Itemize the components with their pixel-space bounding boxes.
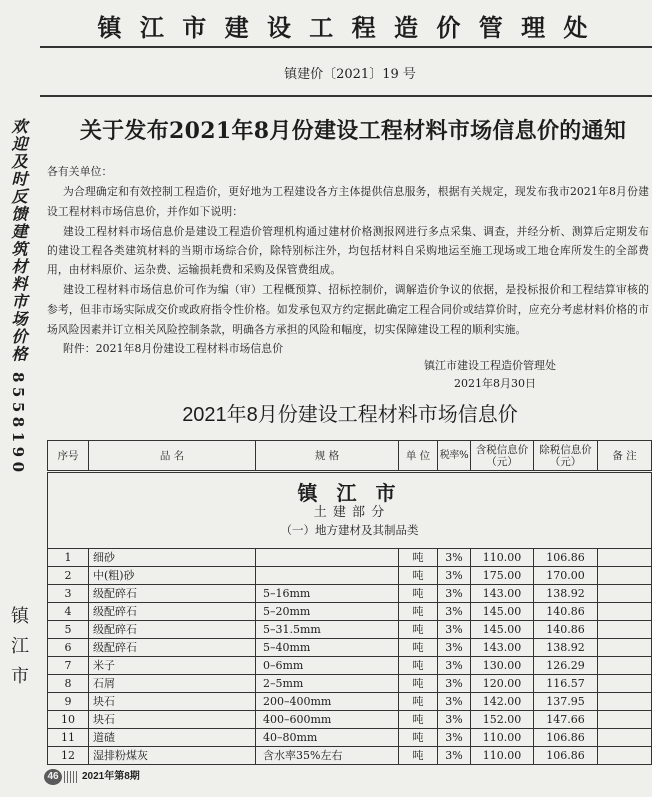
- cell-unit: 吨: [399, 711, 438, 729]
- header-tax-rate: 税率%: [438, 441, 471, 472]
- notice-attachment: 附件：2021年8月份建设工程材料市场信息价: [63, 342, 284, 355]
- header-name: 品 名: [89, 441, 256, 472]
- notice-line: 设工程材料市场信息价，并作如下说明：: [47, 205, 244, 218]
- table-row: [48, 621, 652, 639]
- notice-line: 参考，但非市场实际成交价或政府指令性价格。如发承包双方约定据此确定工程合同价或结算价时，应充分考虑材料价格的市: [47, 303, 649, 316]
- table-row: [48, 693, 652, 711]
- table-row: [48, 747, 652, 765]
- cell-spec: 200–400mm: [256, 693, 399, 711]
- cell-remark: [598, 729, 652, 747]
- cell-tax-rate: 3%: [438, 693, 471, 711]
- cell-name: 级配碎石: [89, 603, 256, 621]
- cell-price-excl-tax: 140.86: [534, 621, 598, 639]
- price-table: [47, 440, 652, 765]
- cell-unit: 吨: [399, 675, 438, 693]
- header-price-incl-tax-label: 含税信息价: [475, 443, 529, 456]
- margin-city-label: 镇江市: [8, 606, 29, 696]
- cell-tax-rate: 3%: [438, 729, 471, 747]
- cell-tax-rate: 3%: [438, 639, 471, 657]
- cell-price-incl-tax: 143.00: [471, 639, 534, 657]
- cell-name: 细砂: [89, 549, 256, 567]
- table-row: [48, 549, 652, 567]
- document-number: 镇建价〔2021〕19 号: [284, 67, 416, 82]
- notice-line: 用，由材料原价、运杂费、运输损耗费和采购及保管费组成。: [47, 263, 342, 276]
- cell-name: 级配碎石: [89, 621, 256, 639]
- cell-price-incl-tax: 120.00: [471, 675, 534, 693]
- issue-label: 2021年第8期: [82, 771, 140, 782]
- header-rule: [40, 46, 652, 48]
- cell-tax-rate: 3%: [438, 747, 471, 765]
- cell-spec: 5–31.5mm: [256, 621, 399, 639]
- cell-unit: 吨: [399, 549, 438, 567]
- cell-remark: [598, 549, 652, 567]
- header-price-excl-tax-label: 除税信息价: [539, 443, 592, 456]
- cell-price-incl-tax: 145.00: [471, 621, 534, 639]
- cell-unit: 吨: [399, 747, 438, 765]
- header-price-excl-tax: [534, 441, 598, 472]
- cell-price-incl-tax: 175.00: [471, 567, 534, 585]
- header-spec: 规 格: [256, 441, 399, 472]
- cell-spec: 400–600mm: [256, 711, 399, 729]
- cell-no: 12: [48, 747, 89, 765]
- cell-name: 中(粗)砂: [89, 567, 256, 585]
- cell-spec: 含水率35%左右: [256, 747, 399, 765]
- cell-no: 2: [48, 567, 89, 585]
- footer-stripe-decoration: [64, 771, 78, 783]
- cell-price-excl-tax: 126.29: [534, 657, 598, 675]
- cell-spec: 2–5mm: [256, 675, 399, 693]
- cell-no: 9: [48, 693, 89, 711]
- cell-remark: [598, 657, 652, 675]
- table-row: [48, 711, 652, 729]
- cell-price-incl-tax: 110.00: [471, 747, 534, 765]
- notice-title: 关于发布2021年8月份建设工程材料市场信息价的通知: [79, 118, 627, 144]
- cell-spec: 5–20mm: [256, 603, 399, 621]
- cell-tax-rate: 3%: [438, 603, 471, 621]
- cell-remark: [598, 711, 652, 729]
- section-part: 土 建 部 分: [313, 505, 386, 520]
- section-row: [48, 472, 652, 549]
- cell-remark: [598, 585, 652, 603]
- cell-spec: 0–6mm: [256, 657, 399, 675]
- notice-salutation: 各有关单位：: [47, 165, 113, 178]
- cell-unit: 吨: [399, 639, 438, 657]
- cell-remark: [598, 621, 652, 639]
- header-price-incl-tax: [471, 441, 534, 472]
- cell-no: 10: [48, 711, 89, 729]
- cell-remark: [598, 675, 652, 693]
- header-no: 序号: [48, 441, 89, 472]
- cell-tax-rate: 3%: [438, 549, 471, 567]
- table-row: [48, 657, 652, 675]
- header-rule-lower: [40, 95, 652, 97]
- notice-line: 建设工程材料市场信息价可作为编（审）工程概预算、招标控制价，调解造价争议的依据，是投标报价和工程结算审核的: [63, 283, 649, 296]
- price-table-title: 2021年8月份建设工程材料市场信息价: [182, 404, 518, 426]
- cell-price-excl-tax: 140.86: [534, 603, 598, 621]
- cell-tax-rate: 3%: [438, 711, 471, 729]
- cell-price-incl-tax: 110.00: [471, 729, 534, 747]
- cell-price-excl-tax: 116.57: [534, 675, 598, 693]
- cell-unit: 吨: [399, 567, 438, 585]
- table-row: [48, 729, 652, 747]
- notice-signature: 镇江市建设工程造价管理处: [424, 359, 556, 372]
- cell-unit: 吨: [399, 603, 438, 621]
- cell-unit: 吨: [399, 729, 438, 747]
- cell-name: 石屑: [89, 675, 256, 693]
- cell-name: 块石: [89, 693, 256, 711]
- cell-spec: 40–80mm: [256, 729, 399, 747]
- cell-price-excl-tax: 138.92: [534, 639, 598, 657]
- page-number-badge: 46: [44, 769, 62, 785]
- margin-slogan: 欢迎及时反馈建筑材料市场价格: [9, 118, 28, 363]
- cell-price-incl-tax: 142.00: [471, 693, 534, 711]
- cell-unit: 吨: [399, 585, 438, 603]
- cell-tax-rate: 3%: [438, 567, 471, 585]
- cell-price-incl-tax: 110.00: [471, 549, 534, 567]
- cell-name: 米子: [89, 657, 256, 675]
- header-remark: 备 注: [598, 441, 652, 472]
- section-region: 镇 江 市: [297, 481, 402, 505]
- cell-price-excl-tax: 106.86: [534, 747, 598, 765]
- notice-line: 建设工程材料市场信息价是建设工程造价管理机构通过建材价格测报网进行多点采集、调查，并经分析、测算后定期发布: [63, 225, 649, 238]
- cell-price-excl-tax: 147.66: [534, 711, 598, 729]
- cell-no: 3: [48, 585, 89, 603]
- header-price-incl-tax-unit: （元）: [486, 455, 518, 468]
- issuing-organization: 镇 江 市 建 设 工 程 造 价 管 理 处: [97, 13, 593, 42]
- section-category: （一）地方建材及其制品类: [280, 523, 419, 537]
- cell-tax-rate: 3%: [438, 621, 471, 639]
- cell-remark: [598, 693, 652, 711]
- cell-spec: 5–16mm: [256, 585, 399, 603]
- cell-no: 11: [48, 729, 89, 747]
- table-row: [48, 603, 652, 621]
- cell-price-incl-tax: 143.00: [471, 585, 534, 603]
- price-table-body: [48, 549, 652, 765]
- cell-spec: [256, 567, 399, 585]
- cell-remark: [598, 603, 652, 621]
- cell-name: 湿排粉煤灰: [89, 747, 256, 765]
- cell-price-incl-tax: 130.00: [471, 657, 534, 675]
- cell-price-excl-tax: 170.00: [534, 567, 598, 585]
- cell-unit: 吨: [399, 621, 438, 639]
- margin-phone-number: 8558190: [9, 372, 27, 477]
- table-row: [48, 585, 652, 603]
- cell-spec: [256, 549, 399, 567]
- cell-tax-rate: 3%: [438, 585, 471, 603]
- notice-line: 为合理确定和有效控制工程造价，更好地为工程建设各方主体提供信息服务，根据有关规定，现发布我市2021年8月份建: [63, 185, 649, 198]
- cell-no: 5: [48, 621, 89, 639]
- table-header-row: [48, 441, 652, 472]
- cell-remark: [598, 567, 652, 585]
- cell-no: 1: [48, 549, 89, 567]
- cell-tax-rate: 3%: [438, 675, 471, 693]
- header-unit: 单 位: [399, 441, 438, 472]
- cell-price-excl-tax: 137.95: [534, 693, 598, 711]
- header-price-excl-tax-unit: （元）: [549, 455, 582, 468]
- cell-name: 级配碎石: [89, 639, 256, 657]
- cell-no: 7: [48, 657, 89, 675]
- cell-no: 4: [48, 603, 89, 621]
- cell-name: 级配碎石: [89, 585, 256, 603]
- cell-price-incl-tax: 152.00: [471, 711, 534, 729]
- cell-no: 8: [48, 675, 89, 693]
- notice-line: 的建设工程各类建筑材料的当期市场综合价，除特别标注外，均包括材料自采购地运至施工现场或工地仓库所发生的全部费: [47, 244, 649, 257]
- notice-date: 2021年8月30日: [454, 377, 536, 390]
- cell-price-excl-tax: 138.92: [534, 585, 598, 603]
- cell-tax-rate: 3%: [438, 657, 471, 675]
- cell-price-incl-tax: 145.00: [471, 603, 534, 621]
- cell-remark: [598, 747, 652, 765]
- table-row: [48, 639, 652, 657]
- table-row: [48, 567, 652, 585]
- table-row: [48, 675, 652, 693]
- cell-unit: 吨: [399, 657, 438, 675]
- cell-name: 道碴: [89, 729, 256, 747]
- cell-spec: 5–40mm: [256, 639, 399, 657]
- cell-no: 6: [48, 639, 89, 657]
- section-heading: [48, 472, 652, 549]
- cell-unit: 吨: [399, 693, 438, 711]
- cell-remark: [598, 639, 652, 657]
- notice-line: 场风险因素并订立相关风险控制条款，明确各方承担的风险和幅度，切实保障建设工程的顺利实施。: [47, 323, 527, 336]
- cell-name: 块石: [89, 711, 256, 729]
- cell-price-excl-tax: 106.86: [534, 549, 598, 567]
- cell-price-excl-tax: 106.86: [534, 729, 598, 747]
